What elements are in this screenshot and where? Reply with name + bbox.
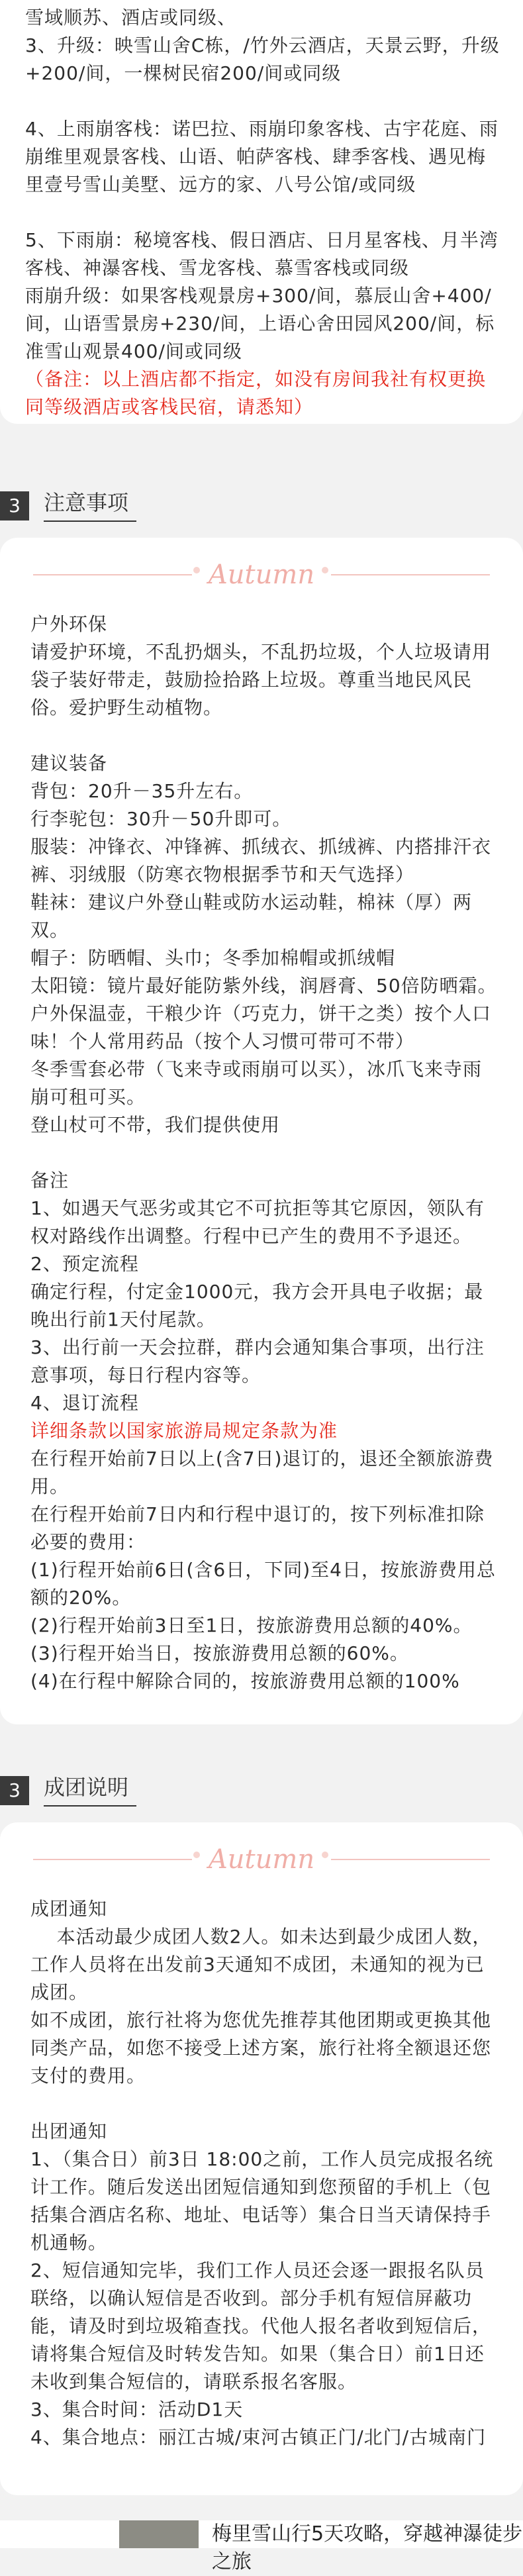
refund-policy-note: 详细条款以国家旅游局规定条款为准 (30, 1420, 338, 1442)
text-line: (1)行程开始前6日(含6日，下同)至4日，按旅游费用总额的20%。 (30, 1559, 496, 1609)
section-title: 注意事项 (44, 490, 129, 515)
text-line: 成团通知 (30, 1898, 108, 1920)
group-card (0, 1822, 523, 2495)
text-line: 3、出行前一天会拉群，群内会通知集合事项，出行注意事项，每日行程内容等。 (30, 1336, 485, 1386)
text-line: 本活动最少成团人数2人。如未达到最少成团人数，工作人员将在出发前3天通知不成团，未通知的视为已成团。 (30, 1926, 492, 2003)
accommodation-note: （备注：以上酒店都不指定，如没有房间我社有权更换同等级酒店或客栈民宿，请悉知） (25, 368, 487, 418)
text-line: 如不成团，旅行社将为您优先推荐其他团期或更换其他同类产品，如您不接受上述方案，旅行社将全额退还您支付的费用。 (30, 2009, 492, 2087)
autumn-ornament (0, 555, 523, 595)
text-line: 4、上雨崩客栈：诺巴拉、雨崩印象客栈、古宇花庭、雨崩维里观景客栈、山语、帕萨客栈、肆季客栈、遇见梅里壹号雪山美墅、远方的家、八号公馆/或同级 (25, 118, 499, 195)
ornament-dot-right (322, 567, 328, 573)
text-line: 太阳镜：镜片最好能防紫外线，润唇膏、50倍防晒霜。 (30, 975, 497, 997)
section-title: 成团说明 (44, 1775, 129, 1800)
article-thumbnail[interactable] (119, 2520, 199, 2548)
text-line: 帽子：防晒帽、头巾；冬季加棉帽或抓绒帽 (30, 947, 396, 969)
section-header-group (0, 1761, 523, 1828)
related-article-teaser[interactable] (0, 2520, 523, 2573)
text-line (25, 87, 500, 115)
text-line: 4、退订流程 (30, 1392, 139, 1414)
title-underline (44, 1805, 136, 1807)
ornament-dot-left (193, 1852, 200, 1858)
ornament-line-left (33, 1859, 192, 1860)
text-line: 雨崩升级：如果客栈观景房+300/间，慕辰山舍+400/间，山语雪景房+230/间，上语心舍田园风200/间，标准雪山观景400/间或同级 (25, 285, 495, 362)
ornament-line-right (331, 1859, 490, 1860)
text-line: 冬季雪套必带（飞来寺或雨崩可以买），冰爪飞来寺雨崩可租可买。 (30, 1058, 483, 1108)
ornament-line-left (33, 574, 192, 575)
text-line: 备注 (30, 1169, 70, 1191)
group-text (30, 1895, 500, 2452)
text-line: 1、如遇天气恶劣或其它不可抗拒等其它原因，领队有权对路线作出调整。行程中已产生的费用不予退还。 (30, 1197, 485, 1247)
text-line: 户外环保 (30, 613, 108, 635)
refund-terms (30, 1445, 500, 1695)
text-line: (4)在行程中解除合同的，按旅游费用总额的100% (30, 1670, 460, 1692)
ornament-word: Autumn (208, 560, 315, 590)
notes-text (30, 611, 500, 1417)
ornament-dot-left (193, 567, 200, 573)
section-number: 3 (0, 1776, 29, 1805)
text-line: 4、集合地点：丽江古城/束河古镇正门/北门/古城南门 (30, 2426, 487, 2448)
ornament-word: Autumn (208, 1844, 315, 1875)
text-line (25, 199, 500, 226)
text-line: 在行程开始前7日内和行程中退订的，按下列标准扣除必要的费用： (30, 1503, 485, 1553)
text-line: 2、短信通知完毕，我们工作人员还会逐一跟报名队员联络，以确认短信是否收到。部分手机有短信屏蔽功能，请及时到垃圾箱查找。代他人报名者收到短信后，请将集合短信及时转发告知。如果（集合日）前1日还未收到集合短信的，请联系报名客服。 (30, 2259, 492, 2393)
text-line: 5、下雨崩：秘境客栈、假日酒店、日月星客栈、月半湾客栈、神瀑客栈、雪龙客栈、慕雪客栈或同级 (25, 229, 499, 279)
text-line: 背包：20升－35升左右。 (30, 780, 254, 802)
text-line: 3、升级：映雪山舍C栋，/竹外云酒店，天景云野，升级+200/间，一棵树民宿200/间或同级 (25, 34, 500, 84)
text-line: 登山杖可不带，我们提供使用 (30, 1114, 281, 1136)
title-underline (44, 520, 136, 522)
text-line: 1、（集合日）前3日 18:00之前，工作人员完成报名统计工作。随后发送出团短信通知到您预留的手机上（包括集合酒店名称、地址、电话等）集合日当天请保持手机通畅。 (30, 2148, 494, 2254)
autumn-ornament (0, 1840, 523, 1879)
text-line: 请爱护环境，不乱扔烟头，不乱扔垃圾，个人垃圾请用袋子装好带走，鼓励捡拾路上垃圾。尊重当地民风民俗。爱护野生动植物。 (30, 641, 492, 718)
ornament-dot-right (322, 1852, 328, 1858)
text-line: 雪域顺苏、酒店或同级、 (25, 7, 237, 28)
section-number: 3 (0, 491, 29, 520)
ornament-line-right (331, 574, 490, 575)
text-line: 确定行程，付定金1000元，我方会开具电子收据；最晚出行前1天付尾款。 (30, 1281, 484, 1330)
text-line: 鞋袜：建议户外登山鞋或防水运动鞋，棉袜（厚）两双。 (30, 891, 473, 941)
text-line: (2)行程开始前3日至1日，按旅游费用总额的40%。 (30, 1614, 473, 1636)
text-line (30, 1139, 500, 1167)
text-line: 户外保温壶，干粮少许（巧克力，饼干之类）按个人口味！个人常用药品（按个人习惯可带可不带） (30, 1003, 492, 1052)
text-line (30, 2090, 500, 2118)
notes-card (0, 538, 523, 1724)
text-line: 建议装备 (30, 752, 108, 774)
section-header-notes (0, 477, 523, 543)
text-line (30, 722, 500, 750)
text-line: 出团通知 (30, 2120, 108, 2142)
text-line: 服装：冲锋衣、冲锋裤、抓绒衣、抓绒裤、内搭排汗衣裤、羽绒服（防寒衣物根据季节和天气选择） (30, 836, 492, 885)
text-line: 3、集合时间：活动D1天 (30, 2399, 244, 2420)
article-title[interactable]: 梅里雪山行5天攻略，穿越神瀑徒步之旅 (212, 2522, 523, 2573)
text-line: (3)行程开始当日，按旅游费用总额的60%。 (30, 1642, 409, 1664)
text-line: 在行程开始前7日以上(含7日)退订的，退还全额旅游费用。 (30, 1448, 494, 1497)
accommodation-text (25, 4, 500, 366)
text-line: 行李驼包：30升－50升即可。 (30, 808, 292, 830)
accommodation-card (0, 0, 523, 424)
text-line: 2、预定流程 (30, 1253, 139, 1275)
